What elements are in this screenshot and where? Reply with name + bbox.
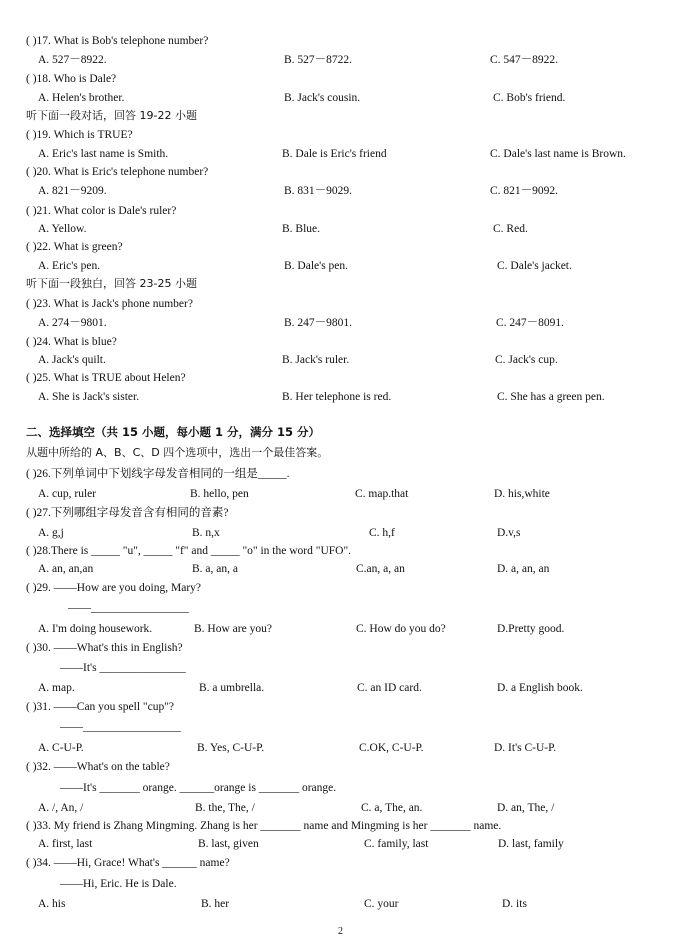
text-line: ——It's _______ orange. ______orange is _______ orange. [60,782,337,794]
text-line: 二、选择填空（共 15 小题，每小题 1 分，满分 15 分） [26,425,321,439]
text-line: ( )19. Which is TRUE? [26,129,133,141]
text-line: C. a, The, an. [361,802,423,814]
text-line: C. Dale's jacket. [497,260,572,272]
text-line: B. n,x [192,527,220,539]
text-line: ( )34. ——Hi, Grace! What's ______ name? [26,857,230,869]
text-line: ( )26.下列单词中下划线字母发音相同的一组是_____. [26,468,290,480]
text-line: ( )30. ——What's this in English? [26,642,183,654]
text-line: ——_________________ [60,721,181,733]
text-line: D.Pretty good. [497,623,565,635]
text-line: D. a, an, an [497,563,550,575]
text-line: A. 821－9209. [38,185,107,197]
text-line: ( )27.下列哪组字母发音含有相同的音素? [26,507,229,519]
text-line: ——_________________ [68,602,189,614]
text-line: C. 247－8091. [496,317,565,329]
text-line: B. Yes, C-U-P. [197,742,265,754]
text-line: 听下面一段独白，回答 23-25 小题 [26,277,197,290]
text-line: C.OK, C-U-P. [359,742,424,754]
text-line: D.v,s [497,527,521,539]
text-line: ( )23. What is Jack's phone number? [26,298,193,310]
text-line: A. Helen's brother. [38,92,125,104]
text-line: C.an, a, an [356,563,405,575]
text-line: ——It's _______________ [60,662,186,674]
text-line: B. Dale's pen. [284,260,349,272]
text-line: B. hello, pen [190,488,249,500]
text-line: ( )24. What is blue? [26,336,117,348]
text-line: A. 527－8922. [38,54,107,66]
text-line: B. 831－9029. [284,185,353,197]
text-line: C. How do you do? [356,623,446,635]
text-line: C. 821－9092. [490,185,559,197]
text-line: ( )21. What color is Dale's ruler? [26,205,177,217]
text-line: A. cup, ruler [38,488,97,500]
text-line: A. 274－9801. [38,317,107,329]
text-line: A. Eric's pen. [38,260,101,272]
text-line: ( )28.There is _____ "u", _____ "f" and _____ "o" in the word "UFO". [26,545,352,557]
text-line: ( )18. Who is Dale? [26,73,117,85]
text-line: ( )22. What is green? [26,241,123,253]
text-line: ( )25. What is TRUE about Helen? [26,372,186,384]
text-line: A. map. [38,682,75,694]
text-line: A. She is Jack's sister. [38,391,140,403]
text-line: D. its [502,898,527,910]
text-line: ( )31. ——Can you spell "cup"? [26,701,175,713]
text-line: B. her [201,898,230,910]
text-line: C. h,f [369,527,395,539]
text-line: A. g,j [38,527,64,539]
text-line: A. /, An, / [38,802,84,814]
text-line: C. Bob's friend. [493,92,566,104]
text-line: A. Eric's last name is Smith. [38,148,169,160]
text-line: C. an ID card. [357,682,422,694]
text-line: ( )33. My friend is Zhang Mingming. Zhang is her _______ name and Mingming is her _______ name. [26,820,502,832]
text-line: B. last, given [198,838,259,850]
text-line: C. Jack's cup. [495,354,558,366]
text-line: B. 247－9801. [284,317,353,329]
text-line: A. first, last [38,838,93,850]
text-line: C. She has a green pen. [497,391,605,403]
text-line: ——Hi, Eric. He is Dale. [60,878,177,890]
text-line: A. an, an,an [38,563,94,575]
text-line: B. the, The, / [195,802,255,814]
text-line: C. map.that [355,488,409,500]
text-line: C. 547－8922. [490,54,559,66]
text-line: D. an, The, / [497,802,555,814]
text-line: ( )20. What is Eric's telephone number? [26,166,209,178]
text-line: D. a English book. [497,682,583,694]
text-line: B. Jack's ruler. [282,354,350,366]
text-line: 从题中所给的 A、B、C、D 四个选项中，选出一个最佳答案。 [26,446,329,459]
text-line: D. his,white [494,488,550,500]
text-line: C. Red. [493,223,528,235]
text-line: B. Jack's cousin. [284,92,361,104]
text-line: B. Dale is Eric's friend [282,148,387,160]
text-line: B. How are you? [194,623,272,635]
text-line: A. I'm doing housework. [38,623,153,635]
text-line: ( )17. What is Bob's telephone number? [26,35,209,47]
text-line: B. Her telephone is red. [282,391,392,403]
text-line: C. Dale's last name is Brown. [490,148,626,160]
text-line: C. family, last [364,838,429,850]
text-line: B. Blue. [282,223,321,235]
text-line: B. a, an, a [192,563,238,575]
page-number: 2 [338,926,343,937]
text-line: D. It's C-U-P. [494,742,557,754]
text-line: D. last, family [498,838,564,850]
text-line: A. C-U-P. [38,742,84,754]
text-line: A. Jack's quilt. [38,354,106,366]
text-line: ( )29. ——How are you doing, Mary? [26,582,202,594]
text-line: A. Yellow. [38,223,87,235]
text-line: A. his [38,898,66,910]
text-line: C. your [364,898,399,910]
text-line: 听下面一段对话，回答 19-22 小题 [26,109,197,122]
text-line: ( )32. ——What's on the table? [26,761,170,773]
text-line: B. 527－8722. [284,54,353,66]
text-line: B. a umbrella. [199,682,265,694]
